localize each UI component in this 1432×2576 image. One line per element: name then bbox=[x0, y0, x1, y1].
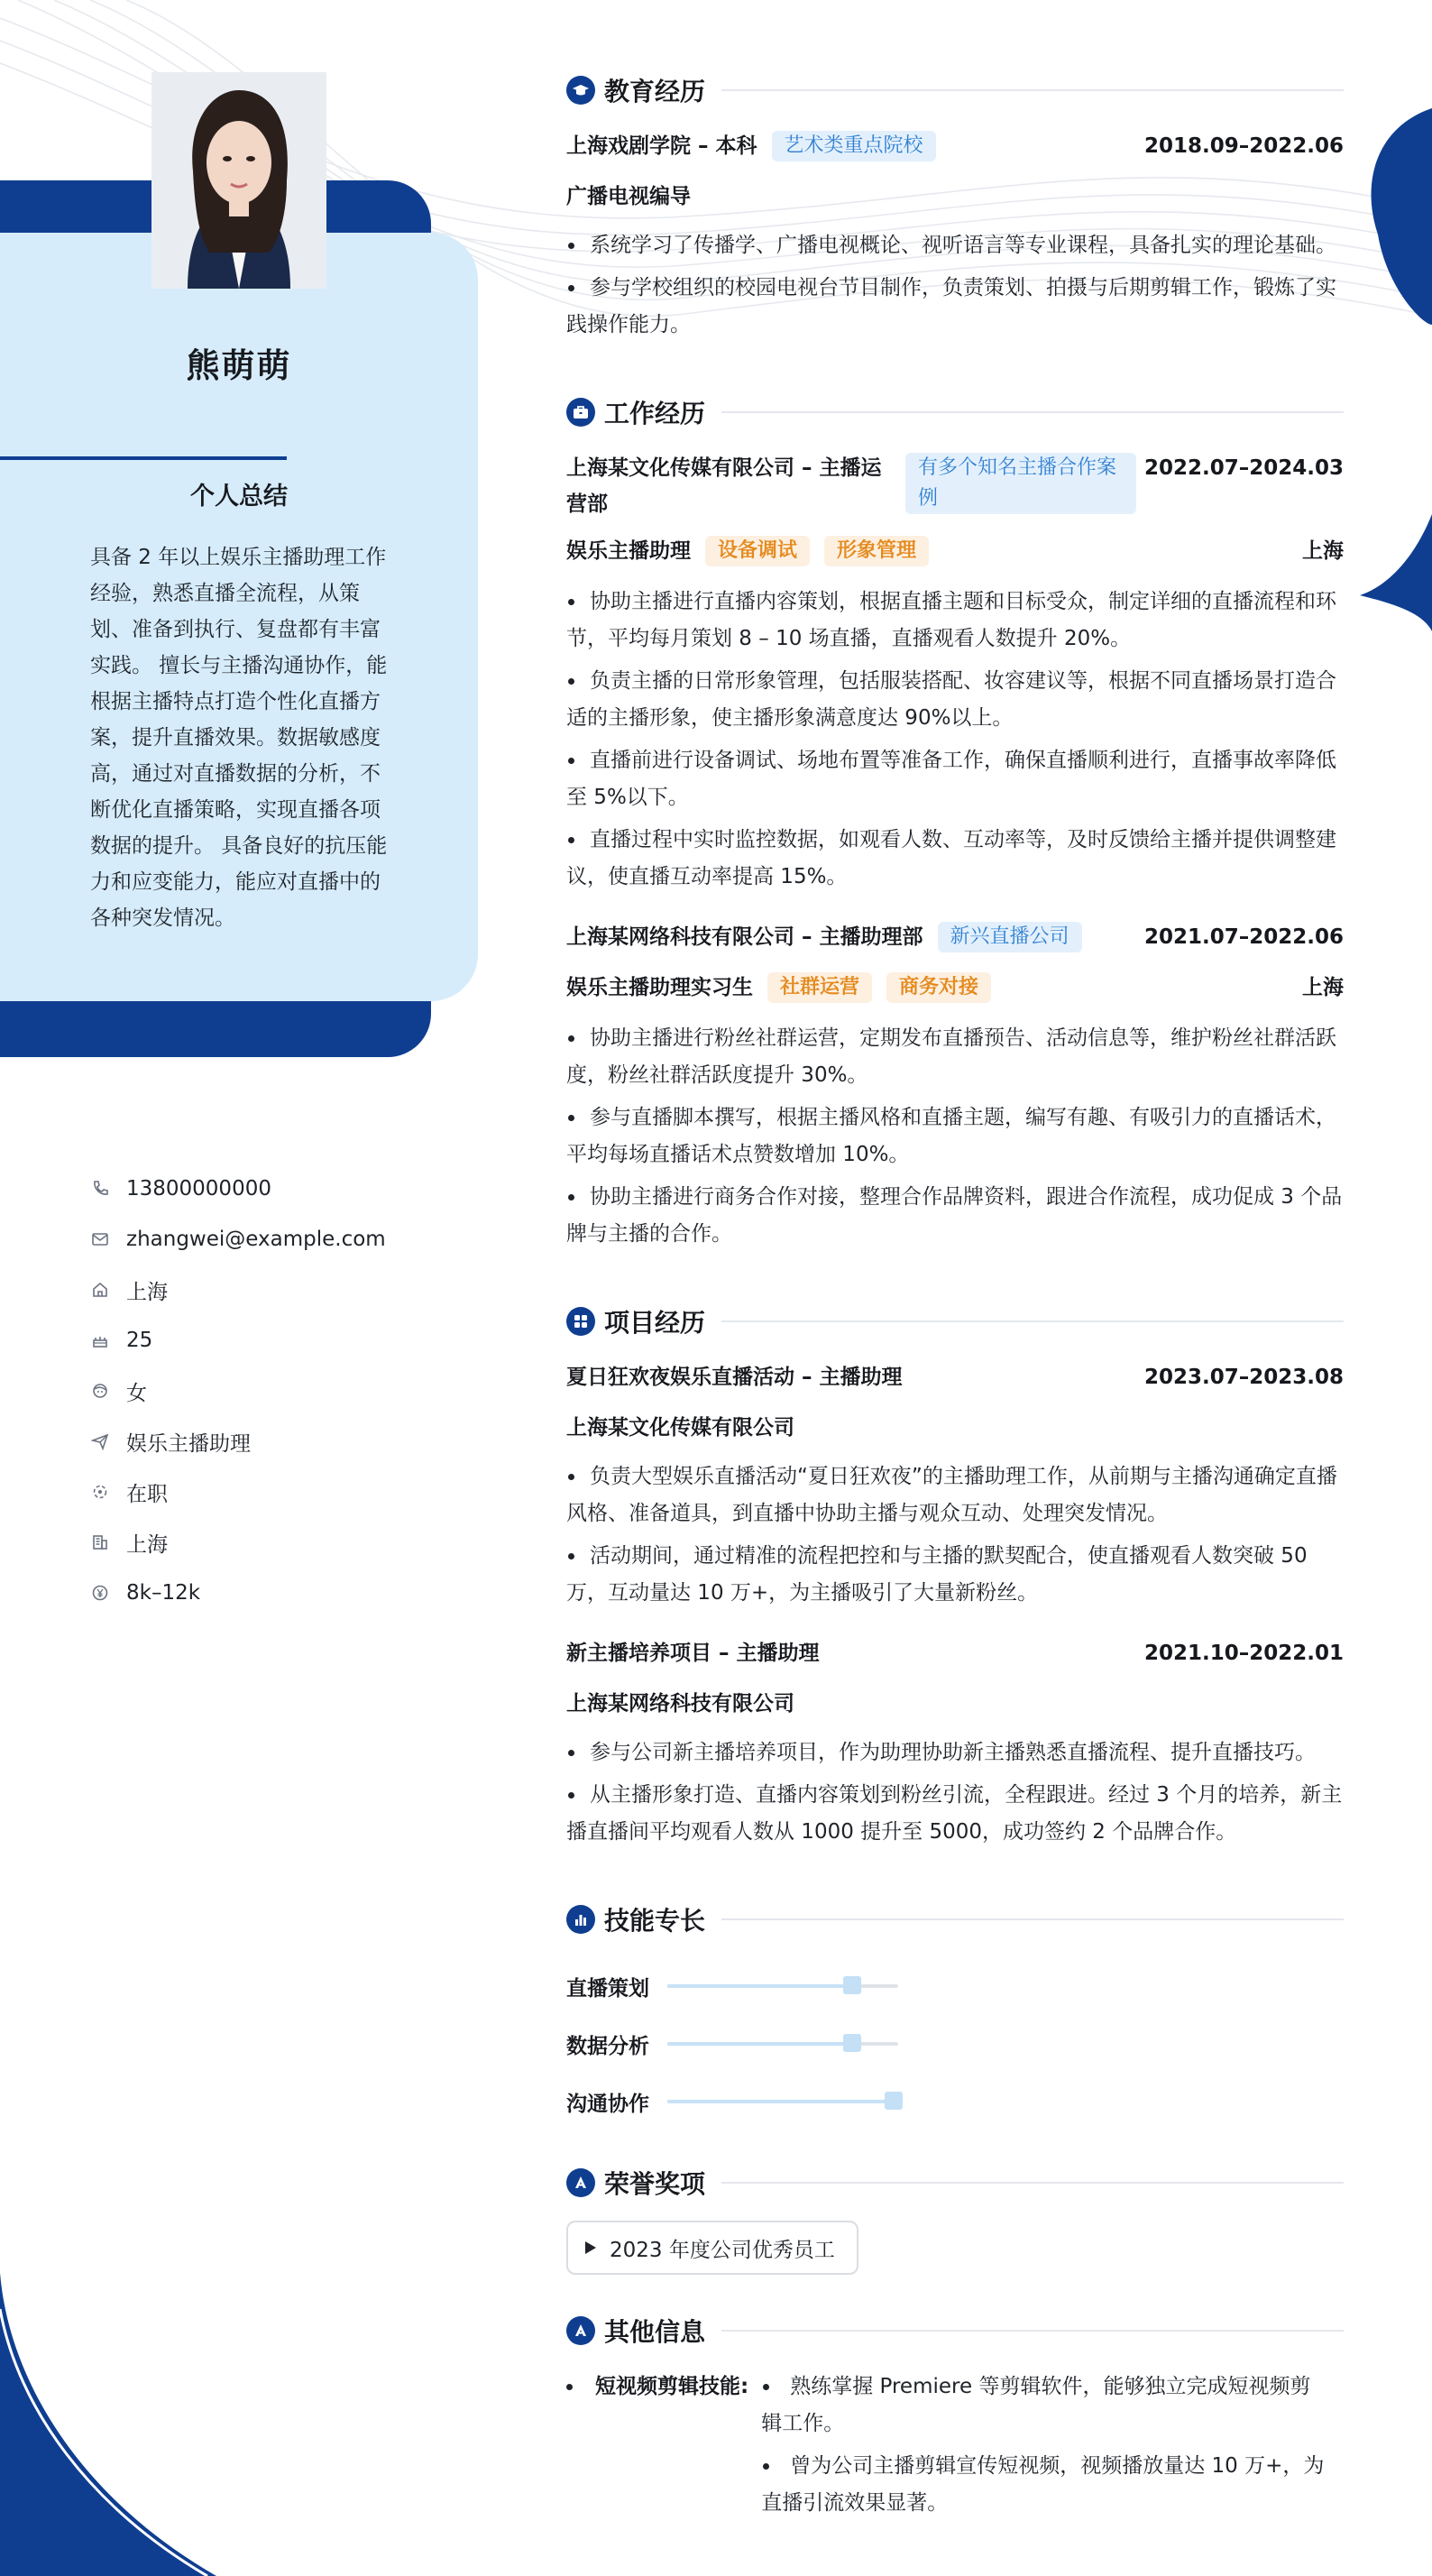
skill-name: 直播策划 bbox=[566, 1976, 649, 2001]
summary-heading: 个人总结 bbox=[190, 483, 288, 511]
cake-icon bbox=[88, 1329, 112, 1352]
skills-list bbox=[566, 1957, 1344, 2130]
skill-knob bbox=[843, 2034, 861, 2052]
contact-email-value: zhangwei@example.com bbox=[126, 1228, 386, 1251]
other-row bbox=[566, 2369, 1344, 2527]
other-key: 短视频剪辑技能: bbox=[566, 2369, 748, 2406]
other-header bbox=[566, 2304, 1344, 2358]
contact-age-value: 25 bbox=[126, 1329, 153, 1352]
skill-fill bbox=[667, 2100, 894, 2103]
job-role-row bbox=[566, 970, 1344, 1009]
graduation-cap-icon bbox=[566, 76, 595, 105]
education-bullets bbox=[566, 227, 1344, 344]
job-row bbox=[566, 450, 1344, 522]
project-row bbox=[566, 1359, 1344, 1399]
contact-email bbox=[88, 1214, 449, 1265]
list-item: 负责大型娱乐直播活动“夏日狂欢夜”的主播助理工作，从前期与主播沟通确定直播风格、准备道具，到直播中协助主播与观众互动、处理突发情况。 bbox=[566, 1458, 1344, 1532]
work-title: 工作经历 bbox=[604, 399, 706, 428]
section-divider bbox=[721, 2330, 1344, 2332]
contact-work-city-value: 上海 bbox=[126, 1532, 168, 1557]
decorative-bottom-curve bbox=[0, 2273, 289, 2576]
summary-divider bbox=[0, 456, 287, 460]
list-item: 参与公司新主播培养项目，作为助理协助新主播熟悉直播流程、提升直播技巧。 bbox=[566, 1734, 1344, 1771]
skills-title: 技能专长 bbox=[604, 1906, 706, 1936]
skill-name: 沟通协作 bbox=[566, 2092, 649, 2116]
job-entry bbox=[566, 919, 1344, 1253]
main-content bbox=[566, 63, 1344, 2569]
contact-phone-value: 13800000000 bbox=[126, 1177, 271, 1201]
project-name: 夏日狂欢夜娱乐直播活动 – 主播助理 bbox=[566, 1366, 903, 1389]
section-divider bbox=[721, 89, 1344, 91]
skill-bar bbox=[667, 2100, 898, 2103]
school-tag: 艺术类重点院校 bbox=[772, 131, 936, 161]
send-icon bbox=[88, 1430, 112, 1453]
job-company: 上海某网络科技有限公司 – 主播助理部 bbox=[566, 925, 923, 949]
other-bullets bbox=[761, 2369, 1331, 2527]
honors-title: 荣誉奖项 bbox=[604, 2169, 706, 2199]
summary-text: 具备 2 年以上娱乐主播助理工作经验，熟悉直播全流程，从策划、准备到执行、复盘都有丰富实践。 擅长与主播沟通协作，能根据主播特点打造个性化直播方案，提升直播效果。数据敏感度高，通过对直播数据的分析，不断优化直播策略，实现直播各项数据的提升。 具备良好的抗压能力和应变能力，能应对直播中的各种突发情况。 bbox=[90, 546, 388, 930]
project-entry bbox=[566, 1635, 1344, 1851]
honor-text: 2023 年度公司优秀员工 bbox=[610, 2238, 835, 2262]
contact-list bbox=[88, 1164, 449, 1618]
section-divider bbox=[721, 411, 1344, 413]
job-company: 上海某文化传媒有限公司 – 主播运营部 bbox=[566, 456, 882, 516]
contact-status-value: 在职 bbox=[126, 1482, 168, 1506]
honors-section bbox=[566, 2156, 1344, 2275]
project-bullets bbox=[566, 1734, 1344, 1851]
education-date: 2018.09–2022.06 bbox=[1143, 134, 1344, 158]
project-entry bbox=[566, 1359, 1344, 1612]
project-org: 上海某网络科技有限公司 bbox=[566, 1692, 794, 1716]
contact-gender bbox=[88, 1366, 449, 1416]
projects-section bbox=[566, 1294, 1344, 1851]
role-tag: 社群运营 bbox=[767, 972, 872, 1003]
education-major: 广播电视编导 bbox=[566, 185, 691, 208]
status-icon bbox=[88, 1480, 112, 1504]
job-bullets bbox=[566, 1020, 1344, 1253]
list-item: 从主播形象打造、直播内容策划到粉丝引流，全程跟进。经过 3 个月的培养，新主播直播间平均观看人数从 1000 提升至 5000，成功签约 2 个品牌合作。 bbox=[566, 1777, 1344, 1851]
award-icon bbox=[566, 2168, 595, 2197]
list-item: 参与学校组织的校园电视台节目制作，负责策划、拍摄与后期剪辑工作，锻炼了实践操作能力。 bbox=[566, 270, 1344, 344]
skill-fill bbox=[667, 2042, 852, 2046]
job-city: 上海 bbox=[1302, 976, 1344, 999]
list-item: 负责主播的日常形象管理，包括服装搭配、妆容建议等，根据不同直播场景打造合适的主播形象，使主播形象满意度达 90%以上。 bbox=[566, 663, 1344, 737]
projects-header bbox=[566, 1294, 1344, 1348]
skill-fill bbox=[667, 1984, 852, 1988]
honors-header bbox=[566, 2156, 1344, 2210]
job-role-row bbox=[566, 533, 1344, 573]
project-date: 2023.07–2023.08 bbox=[1143, 1366, 1344, 1389]
mail-icon bbox=[88, 1228, 112, 1251]
play-triangle-icon bbox=[584, 2240, 597, 2255]
building-icon bbox=[88, 1531, 112, 1554]
job-entry bbox=[566, 450, 1344, 896]
skill-knob bbox=[843, 1976, 861, 1994]
skill-knob bbox=[885, 2092, 903, 2110]
job-tag: 新兴直播公司 bbox=[938, 922, 1082, 952]
education-header bbox=[566, 63, 1344, 117]
contact-location-value: 上海 bbox=[126, 1280, 168, 1304]
other-section bbox=[566, 2304, 1344, 2527]
profile-photo bbox=[151, 72, 326, 289]
role-tag: 设备调试 bbox=[705, 536, 810, 566]
work-header bbox=[566, 385, 1344, 439]
contact-gender-value: 女 bbox=[126, 1381, 147, 1405]
grid-icon bbox=[566, 1307, 595, 1336]
list-item: 系统学习了传播学、广播电视概论、视听语言等专业课程，具备扎实的理论基础。 bbox=[566, 227, 1344, 264]
contact-position bbox=[88, 1416, 449, 1467]
job-date: 2022.07–2024.03 bbox=[1143, 456, 1344, 480]
list-item: 直播过程中实时监控数据，如观看人数、互动率等，及时反馈给主播并提供调整建议，使直播互动率提高 15%。 bbox=[566, 822, 1344, 896]
project-name: 新主播培养项目 – 主播助理 bbox=[566, 1642, 820, 1665]
section-divider bbox=[721, 2182, 1344, 2184]
job-row bbox=[566, 919, 1344, 959]
info-badge-icon bbox=[566, 2316, 595, 2345]
skill-item bbox=[566, 1957, 965, 2015]
job-city: 上海 bbox=[1302, 539, 1344, 563]
home-icon bbox=[88, 1278, 112, 1302]
contact-phone bbox=[88, 1164, 449, 1214]
skill-item bbox=[566, 2015, 965, 2073]
skill-bar bbox=[667, 1984, 898, 1988]
skills-section bbox=[566, 1892, 1344, 2130]
contact-salary-value: 8k–12k bbox=[126, 1581, 201, 1605]
skills-header bbox=[566, 1892, 1344, 1946]
list-item: 参与直播脚本撰写，根据主播风格和直播主题，编写有趣、有吸引力的直播话术，平均每场直播话术点赞数增加 10%。 bbox=[566, 1099, 1344, 1173]
job-tag: 有多个知名主播合作案例 bbox=[905, 453, 1136, 514]
work-section bbox=[566, 385, 1344, 1253]
role-tag: 商务对接 bbox=[886, 972, 991, 1003]
phone-icon bbox=[88, 1177, 112, 1201]
briefcase-icon bbox=[566, 398, 595, 427]
candidate-name: 熊萌萌 bbox=[186, 346, 292, 385]
project-row bbox=[566, 1635, 1344, 1675]
other-title: 其他信息 bbox=[604, 2317, 706, 2347]
education-section bbox=[566, 63, 1344, 344]
contact-salary bbox=[88, 1568, 449, 1618]
list-item: 协助主播进行商务合作对接，整理合作品牌资料，跟进合作流程，成功促成 3 个品牌与主播的合作。 bbox=[566, 1179, 1344, 1253]
job-role: 娱乐主播助理 bbox=[566, 539, 691, 563]
list-item: 协助主播进行直播内容策划，根据直播主题和目标受众，制定详细的直播流程和环节，平均每月策划 8 – 10 场直播，直播观看人数提升 20%。 bbox=[566, 584, 1344, 658]
skill-item bbox=[566, 2073, 965, 2130]
list-item: 活动期间，通过精准的流程把控和与主播的默契配合，使直播观看人数突破 50 万，互动量达 10 万+，为主播吸引了大量新粉丝。 bbox=[566, 1538, 1344, 1612]
project-bullets bbox=[566, 1458, 1344, 1612]
list-item: 协助主播进行粉丝社群运营，定期发布直播预告、活动信息等，维护粉丝社群活跃度，粉丝社群活跃度提升 30%。 bbox=[566, 1020, 1344, 1094]
contact-work-city bbox=[88, 1517, 449, 1568]
honor-chip bbox=[566, 2221, 858, 2275]
list-item: 曾为公司主播剪辑宣传短视频，视频播放量达 10 万+，为直播引流效果显著。 bbox=[761, 2448, 1331, 2522]
section-divider bbox=[721, 1320, 1344, 1322]
education-entry bbox=[566, 128, 1344, 344]
section-divider bbox=[721, 1918, 1344, 1920]
job-role: 娱乐主播助理实习生 bbox=[566, 976, 753, 999]
job-date: 2021.07–2022.06 bbox=[1143, 925, 1344, 949]
project-org: 上海某文化传媒有限公司 bbox=[566, 1416, 794, 1440]
list-item: 直播前进行设备调试、场地布置等准备工作，确保直播顺利进行，直播事故率降低至 5%以下。 bbox=[566, 742, 1344, 816]
skill-name: 数据分析 bbox=[566, 2034, 649, 2058]
contact-age bbox=[88, 1315, 449, 1366]
contact-position-value: 娱乐主播助理 bbox=[126, 1431, 251, 1456]
role-tag: 形象管理 bbox=[824, 536, 929, 566]
gender-icon bbox=[88, 1379, 112, 1403]
education-title: 教育经历 bbox=[604, 77, 706, 106]
salary-icon bbox=[88, 1581, 112, 1605]
job-bullets bbox=[566, 584, 1344, 896]
school-degree: 上海戏剧学院 – 本科 bbox=[566, 134, 757, 158]
projects-title: 项目经历 bbox=[604, 1308, 706, 1338]
contact-status bbox=[88, 1467, 449, 1517]
contact-location bbox=[88, 1265, 449, 1315]
education-row bbox=[566, 128, 1344, 168]
project-date: 2021.10–2022.01 bbox=[1143, 1642, 1344, 1665]
skill-bar bbox=[667, 2042, 898, 2046]
bar-chart-icon bbox=[566, 1905, 595, 1934]
list-item: 熟练掌握 Premiere 等剪辑软件，能够独立完成短视频剪辑工作。 bbox=[761, 2369, 1331, 2443]
